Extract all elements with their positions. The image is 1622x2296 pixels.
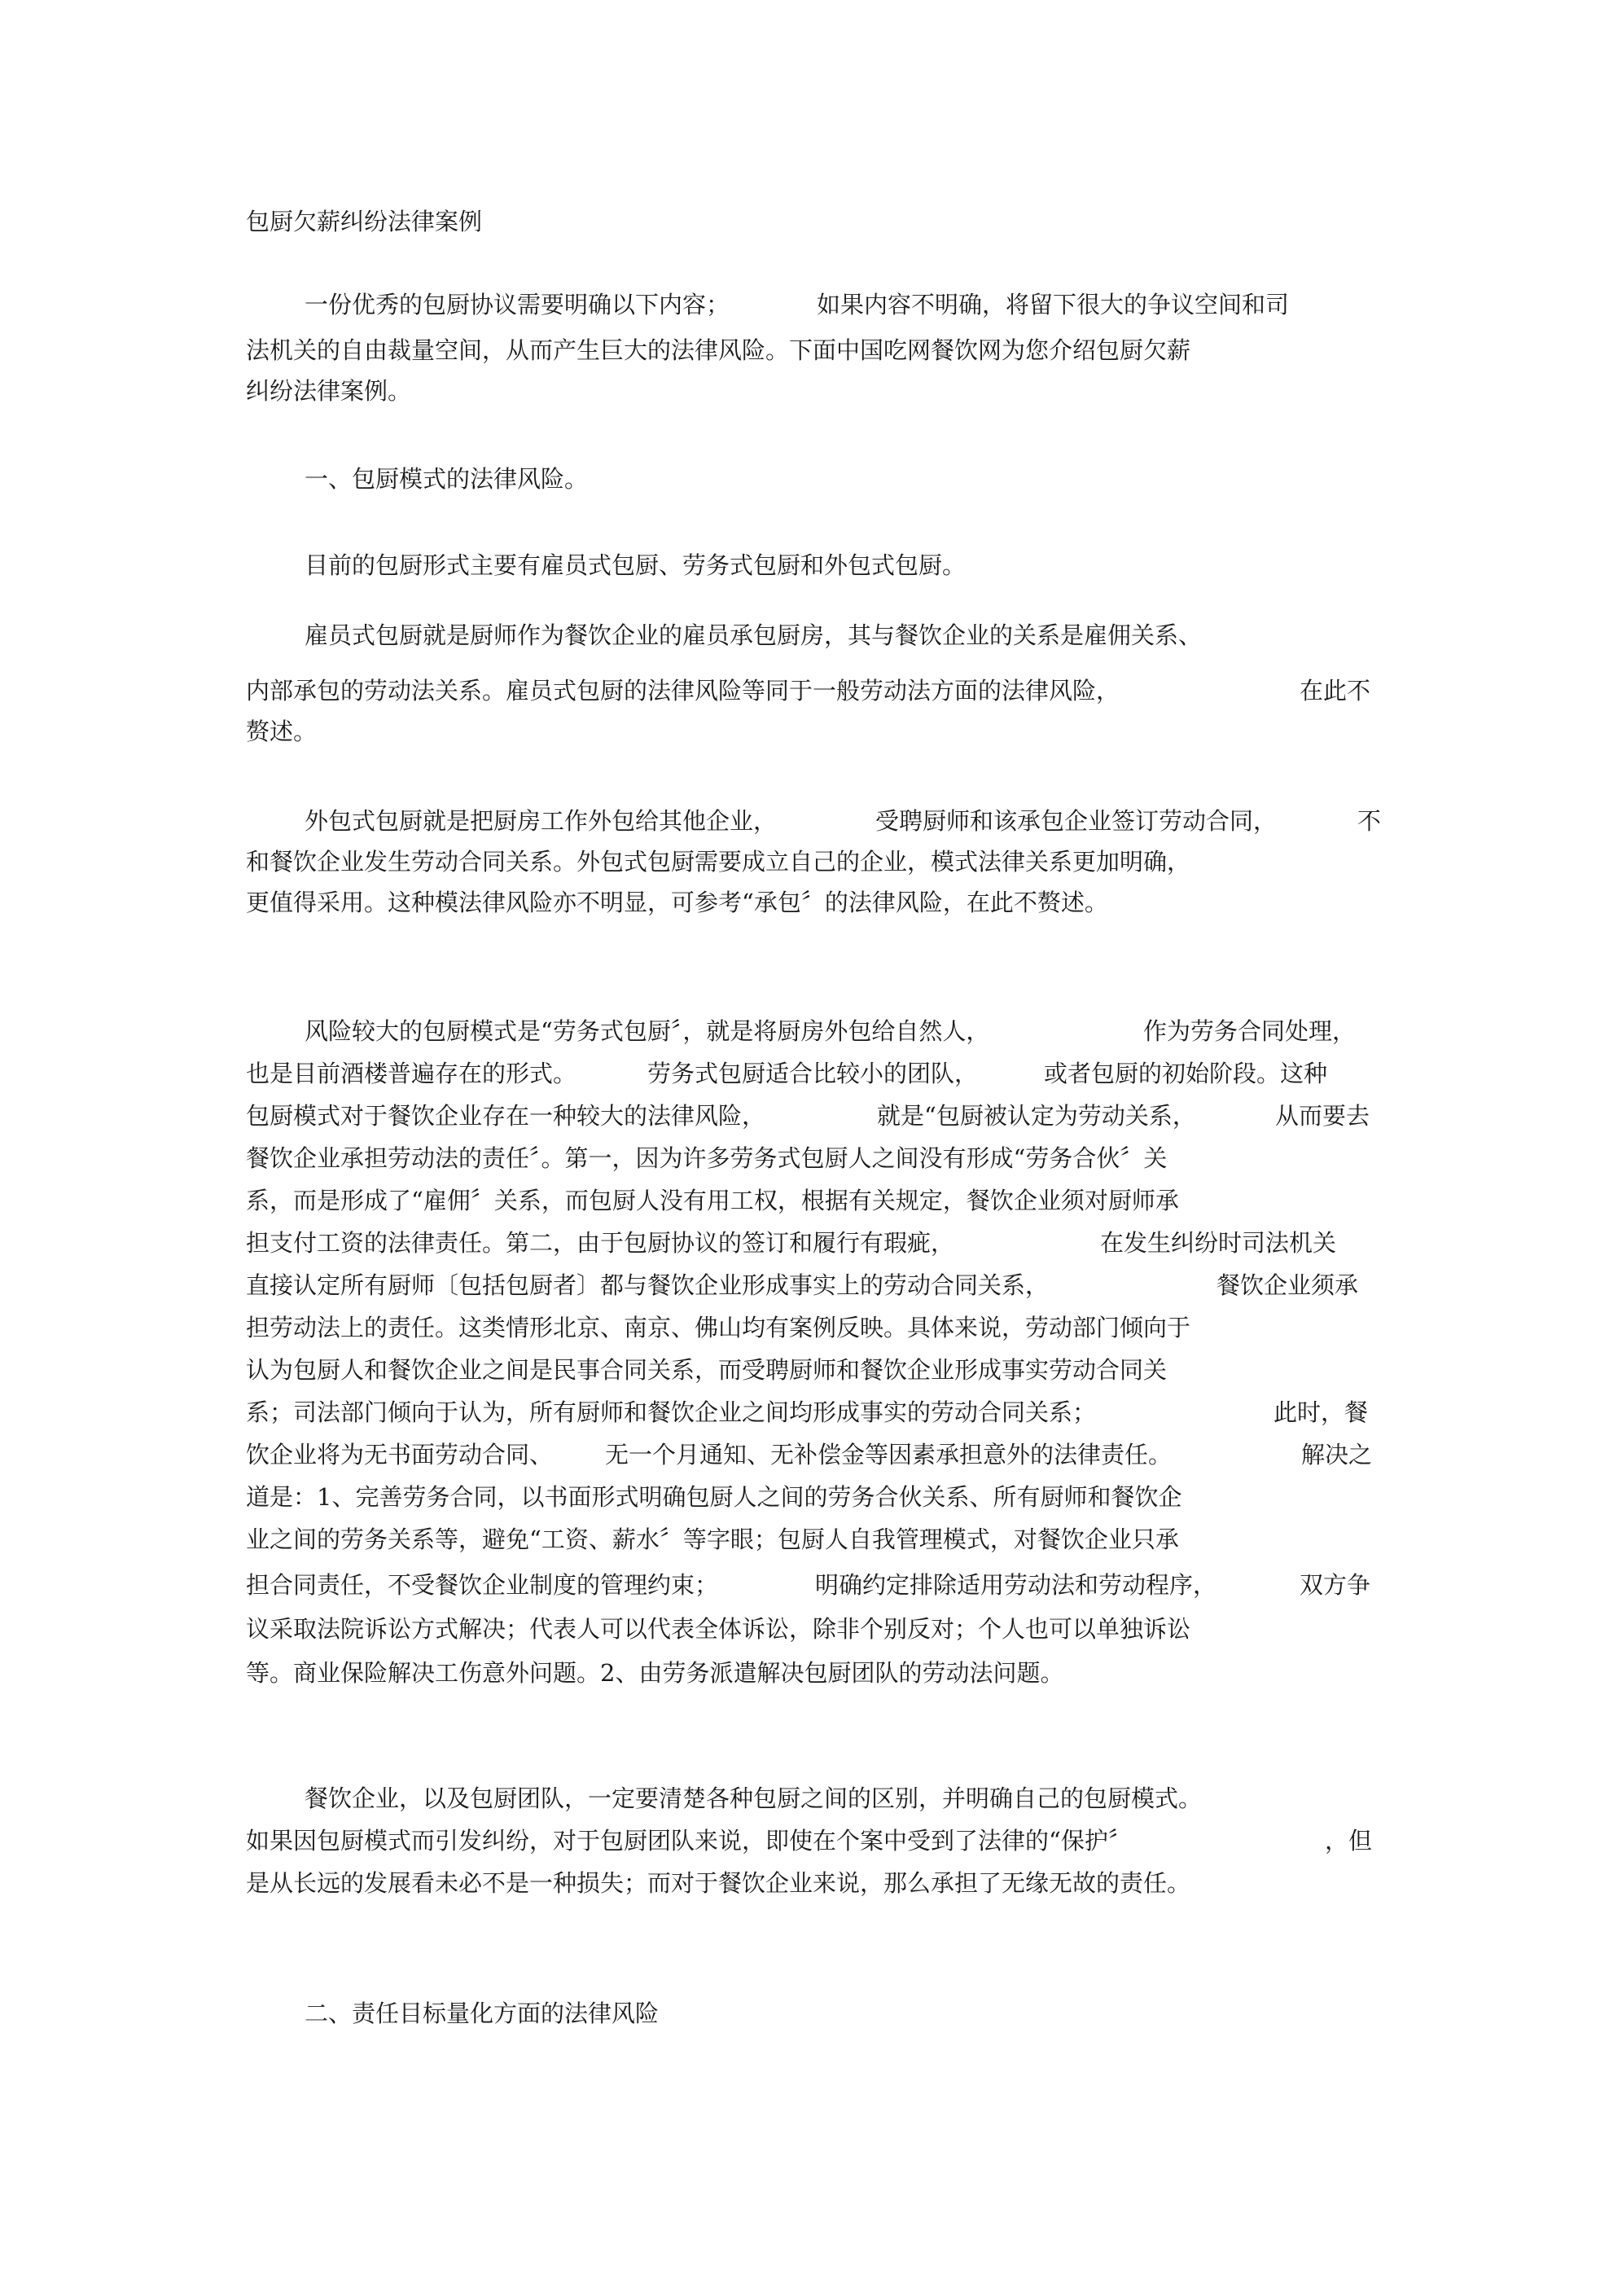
paragraph-line: 是从长远的发展看未必不是一种损失；而对于餐饮企业来说，那么承担了无缘无故的责任。 (246, 1869, 1191, 1897)
paragraph-line: 议采取法院诉讼方式解决；代表人可以代表全体诉讼，除非个别反对；个人也可以单独诉讼 (246, 1615, 1191, 1643)
paragraph-line: 就是“包厨被认定为劳动关系， (877, 1102, 1196, 1130)
paragraph-line: 餐饮企业，以及包厨团队，一定要清楚各种包厨之间的区别，并明确自己的包厨模式。 (305, 1785, 1203, 1812)
paragraph-line: 无一个月通知、无补偿金等因素承担意外的法律责任。 (605, 1441, 1173, 1468)
paragraph-line: 在此不 (1300, 677, 1371, 705)
paragraph-line: 担劳动法上的责任。这类情形北京、南京、佛山均有案例反映。具体来说，劳动部门倾向于 (246, 1314, 1191, 1341)
intro-line: 纠纷法律案例。 (246, 377, 412, 405)
paragraph-line: 明确约定排除适用劳动法和劳动程序， (815, 1571, 1217, 1599)
paragraph-line: 和餐饮企业发生劳动合同关系。外包式包厨需要成立自己的企业，模式法律关系更加明确， (246, 848, 1191, 876)
paragraph-line: 直接认定所有厨师〔包括包厨者〕都与餐饮企业形成事实上的劳动合同关系， (246, 1271, 1050, 1299)
paragraph-line: 也是目前酒楼普遍存在的形式。 (246, 1060, 577, 1087)
paragraph-line: 等。商业保险解决工伤意外问题。2、由劳务派遣解决包厨团队的劳动法问题。 (246, 1659, 1064, 1687)
paragraph-line: 风险较大的包厨模式是“劳务式包厨〞，就是将厨房外包给自然人， (305, 1017, 990, 1045)
intro-line: 如果内容不明确，将留下很大的争议空间和司 (817, 291, 1290, 318)
paragraph-line: 从而要去 (1275, 1102, 1370, 1130)
paragraph-line: 担合同责任，不受餐饮企业制度的管理约束； (246, 1571, 719, 1599)
paragraph-line: 系；司法部门倾向于认为，所有厨师和餐饮企业之间均形成事实的劳动合同关系； (246, 1398, 1097, 1426)
paragraph-line: 目前的包厨形式主要有雇员式包厨、劳务式包厨和外包式包厨。 (305, 551, 967, 579)
paragraph-line: 此时，餐 (1273, 1398, 1369, 1426)
paragraph-line: 劳务式包厨适合比较小的团队， (647, 1060, 979, 1087)
paragraph-line: 雇员式包厨就是厨师作为餐饮企业的雇员承包厨房，其与餐饮企业的关系是雇佣关系、 (305, 621, 1203, 649)
section-heading: 二、责任目标量化方面的法律风险 (305, 2000, 660, 2027)
paragraph-line: 担支付工资的法律责任。第二，由于包厨协议的签订和履行有瑕疵， (246, 1229, 955, 1257)
paragraph-line: 更值得采用。这种模法律风险亦不明显，可参考“承包〞的法律风险，在此不赘述。 (246, 889, 1108, 916)
paragraph-line: 业之间的劳务关系等，避免“工资、薪水〞等字眼；包厨人自我管理模式，对餐饮企业只承 (246, 1526, 1179, 1553)
paragraph-line: 包厨模式对于餐饮企业存在一种较大的法律风险， (246, 1102, 766, 1130)
paragraph-line: ，但 (1325, 1827, 1373, 1855)
paragraph-line: 饮企业将为无书面劳动合同、 (246, 1441, 554, 1468)
intro-line: 一份优秀的包厨协议需要明确以下内容； (305, 291, 730, 318)
paragraph-line: 双方争 (1300, 1571, 1371, 1599)
section-heading: 一、包厨模式的法律风险。 (305, 465, 589, 493)
paragraph-line: 道是：1、完善劳务合同，以书面形式明确包厨人之间的劳务合伙关系、所有厨师和餐饮企 (246, 1483, 1182, 1511)
paragraph-line: 内部承包的劳动法关系。雇员式包厨的法律风险等同于一般劳动法方面的法律风险， (246, 677, 1120, 705)
paragraph-line: 受聘厨师和该承包企业签订劳动合同， (875, 807, 1278, 835)
paragraph-line: 解决之 (1301, 1441, 1373, 1468)
paragraph-line: 在发生纠纷时司法机关 (1100, 1229, 1337, 1257)
paragraph-line: 作为劳务合同处理， (1143, 1017, 1357, 1045)
paragraph-line: 外包式包厨就是把厨房工作外包给其他企业， (305, 807, 778, 835)
paragraph-line: 赘述。 (246, 718, 318, 745)
paragraph-line: 不 (1357, 807, 1382, 835)
intro-line: 法机关的自由裁量空间，从而产生巨大的法律风险。下面中国吃网餐饮网为您介绍包厨欠薪 (246, 336, 1191, 364)
paragraph-line: 餐饮企业承担劳动法的责任〞。第一，因为许多劳务式包厨人之间没有形成“劳务合伙〞关 (246, 1144, 1168, 1172)
paragraph-line: 系，而是形成了“雇佣〞关系，而包厨人没有用工权，根据有关规定，餐饮企业须对厨师承 (246, 1187, 1179, 1214)
paragraph-line: 如果因包厨模式而引发纠纷，对于包厨团队来说，即使在个案中受到了法律的“保护〞 (246, 1827, 1132, 1855)
paragraph-line: 餐饮企业须承 (1216, 1271, 1359, 1299)
document-title: 包厨欠薪纠纷法律案例 (246, 208, 483, 235)
paragraph-line: 或者包厨的初始阶段。这种 (1044, 1060, 1328, 1087)
paragraph-line: 认为包厨人和餐饮企业之间是民事合同关系，而受聘厨师和餐饮企业形成事实劳动合同关 (246, 1356, 1168, 1384)
